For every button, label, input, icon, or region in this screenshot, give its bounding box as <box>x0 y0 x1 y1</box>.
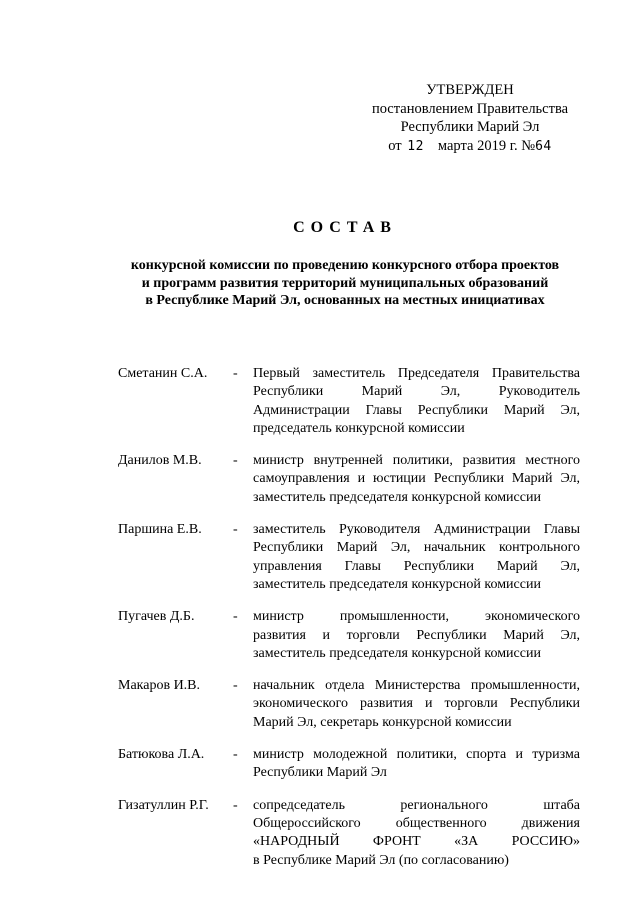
member-role-line: министр молодежной политики, спорта и туризма <box>253 747 580 763</box>
member-name: Данилов М.В. <box>118 453 202 469</box>
approval-stamp <box>340 81 600 156</box>
member-name: Макаров И.В. <box>118 678 201 694</box>
member-row <box>118 521 580 594</box>
member-name: Паршина Е.В. <box>118 522 202 538</box>
member-role <box>253 521 580 594</box>
member-role <box>253 746 580 783</box>
approval-number: 64 <box>535 138 552 154</box>
member-dash: - <box>233 522 238 538</box>
member-role-line: сопредседатель регионального штаба <box>253 797 580 813</box>
member-name: Пугачев Д.Б. <box>118 609 195 625</box>
member-dash: - <box>233 366 238 381</box>
member-role-line: в Республике Марий Эл (по согласованию) <box>253 852 509 868</box>
member-dash: - <box>233 609 238 625</box>
member-role-line: Республики Марий Эл <box>253 765 387 781</box>
member-row <box>118 608 580 663</box>
member-dash: - <box>233 747 238 763</box>
document-title: СОСТАВ <box>293 219 397 236</box>
member-role-line: заместитель председателя конкурсной комиссии <box>253 645 541 661</box>
member-role <box>253 608 580 663</box>
member-role <box>253 365 580 438</box>
approval-date <box>340 137 600 157</box>
member-role-line: начальник отдела Министерства промышленности, <box>253 678 580 694</box>
member-role-line: Марий Эл, секретарь конкурсной комиссии <box>253 714 512 730</box>
member-name: Батюкова Л.А. <box>118 747 205 763</box>
member-role-line: заместитель Руководителя Администрации Главы <box>253 522 580 538</box>
member-role-line: Общероссийского общественного движения <box>253 815 580 831</box>
subtitle-line: и программ развития территорий муниципальных образований <box>141 275 549 291</box>
subtitle-line: в Республике Марий Эл, основанных на местных инициативах <box>145 293 545 308</box>
member-role-line: заместитель председателя конкурсной комиссии <box>253 576 541 592</box>
member-name: Гизатуллин Р.Г. <box>118 797 209 813</box>
member-role-line: Республики Марий Эл, Руководитель <box>253 384 580 400</box>
member-role-line: председатель конкурсной комиссии <box>253 420 465 436</box>
approval-line-1: постановлением Правительства <box>371 100 569 117</box>
member-role-line: «НАРОДНЫЙ ФРОНТ «ЗА РОССИЮ» <box>253 834 580 850</box>
member-role-line: Республики Марий Эл, начальник контрольного <box>253 540 580 556</box>
approval-heading: УТВЕРЖДЕН <box>426 82 514 98</box>
member-role-line: управления Главы Республики Марий Эл, <box>253 558 580 574</box>
member-row <box>118 746 580 783</box>
member-row <box>118 452 580 507</box>
member-role <box>253 452 580 507</box>
member-role-line: министр внутренней политики, развития местного <box>253 453 580 469</box>
member-role-line: Первый заместитель Председателя Правительства <box>253 366 580 381</box>
member-row <box>118 797 580 870</box>
member-role-line: развития и торговли Республики Марий Эл, <box>253 627 580 643</box>
member-role-line: экономического развития и торговли Республики <box>253 696 580 712</box>
member-role <box>253 677 580 732</box>
member-row <box>118 677 580 732</box>
member-name: Сметанин С.А. <box>118 366 208 381</box>
document-subtitle <box>90 257 600 310</box>
member-role-line: министр промышленности, экономического <box>253 609 580 625</box>
subtitle-line: конкурсной комиссии по проведению конкурсного отбора проектов <box>130 258 560 273</box>
member-dash: - <box>233 678 238 694</box>
member-role-line: Администрации Главы Республики Марий Эл, <box>253 402 580 418</box>
approval-date-rest: марта 2019 г. № <box>437 137 536 154</box>
approval-date-prefix: от <box>388 137 402 154</box>
approval-line-2: Республики Марий Эл <box>400 119 540 135</box>
member-row <box>118 365 580 438</box>
member-dash: - <box>233 453 238 469</box>
members-list <box>118 365 580 884</box>
member-dash: - <box>233 797 238 813</box>
approval-date-day: 12 <box>407 138 424 154</box>
member-role <box>253 797 580 870</box>
member-role-line: заместитель председателя конкурсной комиссии <box>253 489 541 505</box>
member-role-line: самоуправления и юстиции Республики Марий Эл, <box>253 471 580 487</box>
